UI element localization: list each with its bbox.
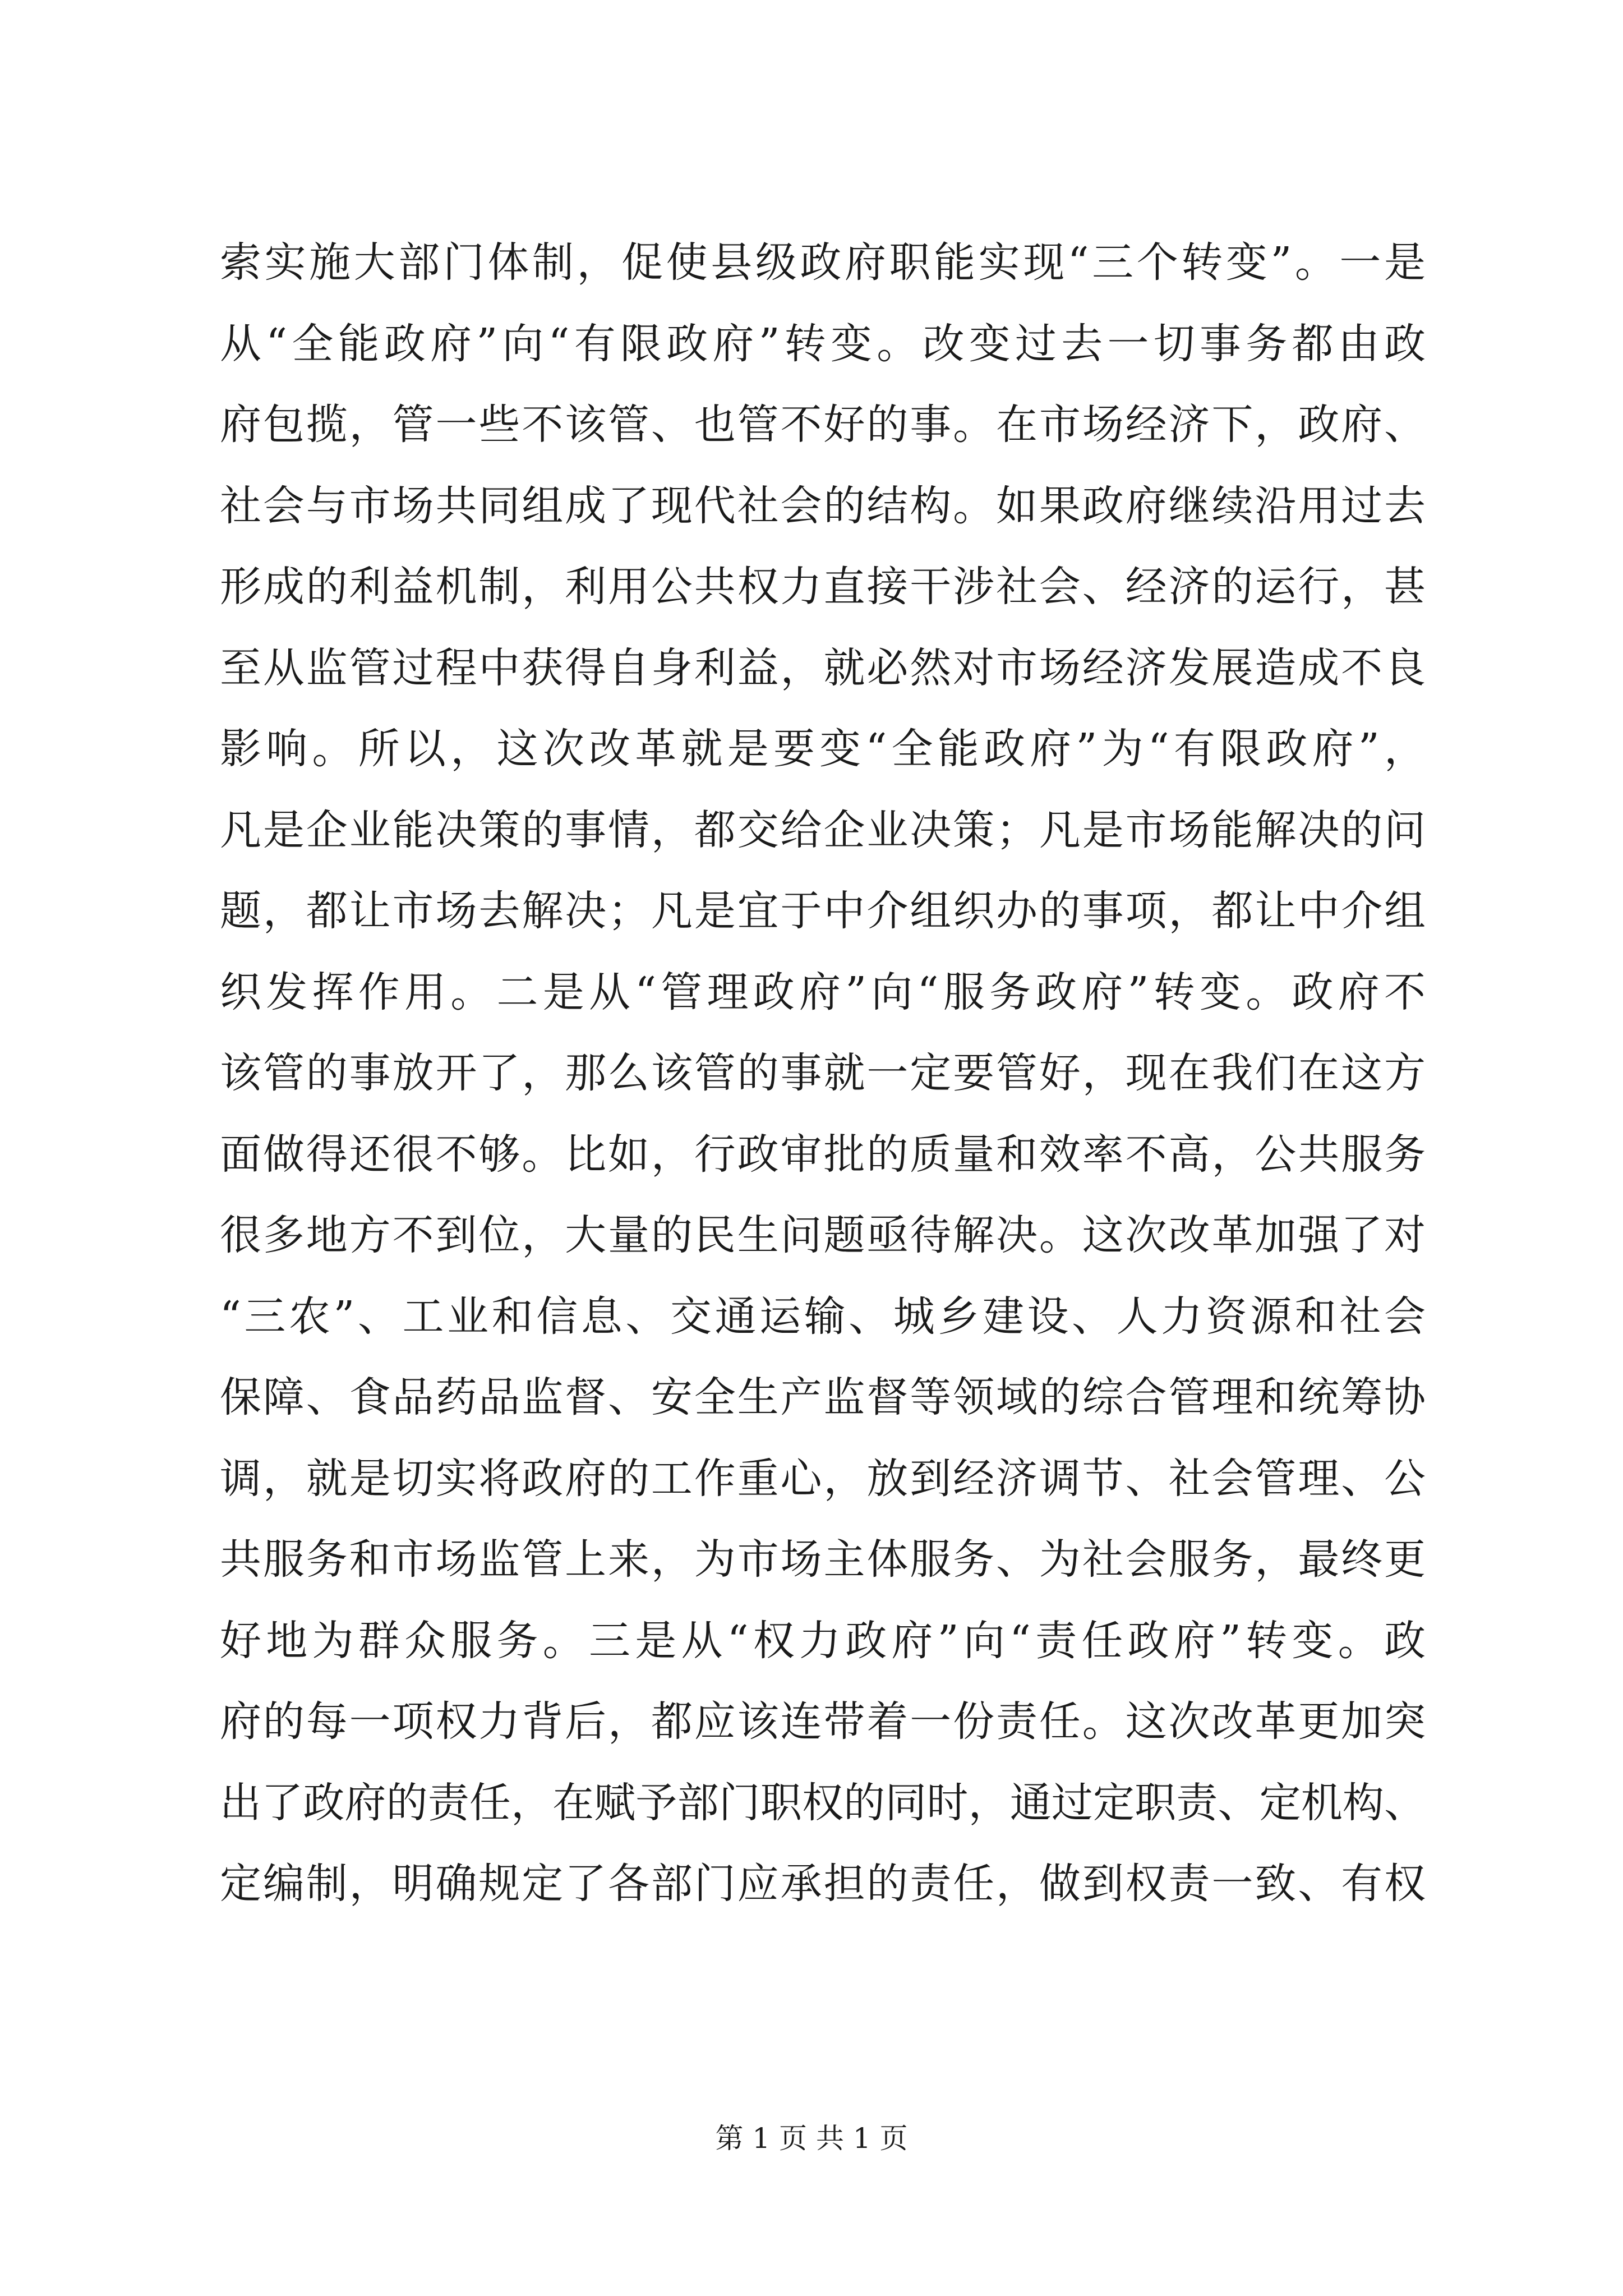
text-line-14: “三农”、工业和信息、交通运输、城乡建设、人力资源和社会 <box>220 1292 1426 1341</box>
text-line-9: 题，都让市场去解决；凡是宜于中介组织办的事项，都让中介组 <box>220 887 1426 935</box>
page-footer <box>0 2120 1623 2156</box>
text-line-1: 索实施大部门体制，促使县级政府职能实现“三个转变”。一是 <box>220 238 1426 287</box>
text-line-3: 府包揽，管一些不该管、也管不好的事。在市场经济下，政府、 <box>220 401 1426 449</box>
text-line-6: 至从监管过程中获得自身利益，就必然对市场经济发展造成不良 <box>220 643 1426 692</box>
text-line-13: 很多地方不到位，大量的民生问题亟待解决。这次改革加强了对 <box>220 1211 1426 1259</box>
text-line-19: 府的每一项权力背后，都应该连带着一份责任。这次改革更加突 <box>220 1697 1426 1746</box>
body-paragraph <box>220 222 1426 1925</box>
page-number-label: 第 1 页 共 1 页 <box>715 2122 908 2155</box>
text-line-8: 凡是企业能决策的事情，都交给企业决策；凡是市场能解决的问 <box>220 806 1426 854</box>
text-line-4: 社会与市场共同组成了现代社会的结构。如果政府继续沿用过去 <box>220 481 1426 530</box>
text-line-11: 该管的事放开了，那么该管的事就一定要管好，现在我们在这方 <box>220 1049 1426 1097</box>
text-line-15: 保障、食品药品监督、安全生产监督等领域的综合管理和统筹协 <box>220 1373 1426 1421</box>
text-line-2: 从“全能政府”向“有限政府”转变。改变过去一切事务都由政 <box>220 319 1426 368</box>
text-line-20: 出了政府的责任，在赋予部门职权的同时，通过定职责、定机构、 <box>220 1778 1426 1827</box>
text-line-21: 定编制，明确规定了各部门应承担的责任，做到权责一致、有权 <box>220 1860 1426 1908</box>
text-line-10: 织发挥作用。二是从“管理政府”向“服务政府”转变。政府不 <box>220 968 1426 1016</box>
text-line-16: 调，就是切实将政府的工作重心，放到经济调节、社会管理、公 <box>220 1454 1426 1503</box>
text-line-17: 共服务和市场监管上来，为市场主体服务、为社会服务，最终更 <box>220 1535 1426 1584</box>
text-line-18: 好地为群众服务。三是从“权力政府”向“责任政府”转变。政 <box>220 1616 1426 1665</box>
text-line-12: 面做得还很不够。比如，行政审批的质量和效率不高，公共服务 <box>220 1130 1426 1179</box>
text-line-7: 影响。所以，这次改革就是要变“全能政府”为“有限政府”， <box>220 725 1426 773</box>
text-line-5: 形成的利益机制，利用公共权力直接干涉社会、经济的运行，甚 <box>220 563 1426 611</box>
